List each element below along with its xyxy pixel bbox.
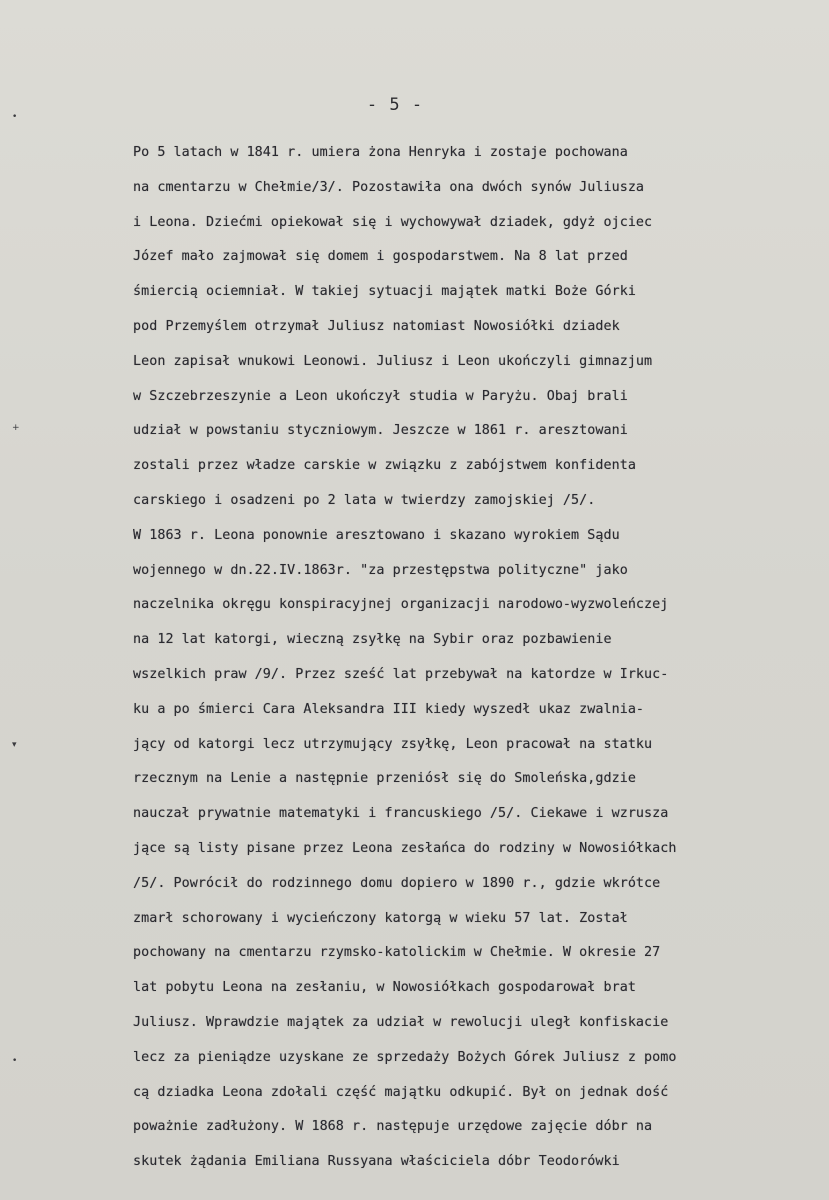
text-line: w Szczebrzeszynie a Leon ukończył studia w Paryżu. Obaj brali [133,388,628,404]
text-line: zmarł schorowany i wycieńczony katorgą w wieku 57 lat. Został [133,910,628,926]
text-line: Po 5 latach w 1841 r. umiera żona Henryka i zostaje pochowana [133,145,628,160]
text-line: i Leona. Dziećmi opiekował się i wychowywał dziadek, gdyż ojciec [133,214,653,230]
text-line: Józef mało zajmował się domem i gospodarstwem. Na 8 lat przed [133,249,628,265]
margin-mark: + [12,423,20,433]
margin-mark: • [12,112,18,122]
text-line: lat pobytu Leona na zesłaniu, w Nowosiółkach gospodarował brat [133,980,636,996]
text-line: nauczał prywatnie matematyki i francuskiego /5/. Ciekawe i wzrusza [133,806,669,822]
text-line: carskiego i osadzeni po 2 lata w twierdzy zamojskiej /5/. [133,492,596,508]
text-line: śmiercią ociemniał. W takiej sytuacji majątek matki Boże Górki [133,284,636,300]
text-line: ku a po śmierci Cara Aleksandra III kiedy wyszedł ukaz zwalnia- [133,701,645,717]
text-line: W 1863 r. Leona ponownie aresztowano i skazano wyrokiem Sądu [133,527,620,543]
page-number: - 5 - [366,95,424,115]
text-line: wojennego w dn.22.IV.1863r. "za przestępstwa polityczne" jako [133,562,628,578]
text-line: cą dziadka Leona zdołali część majątku odkupić. Był on jednak dość [133,1084,669,1100]
text-line: lecz za pieniądze uzyskane ze sprzedaży Bożych Górek Juliusz z pomo [133,1049,677,1065]
body-text [133,136,823,1180]
text-line: pod Przemyślem otrzymał Juliusz natomiast Nowosiółki dziadek [133,318,620,334]
text-line: skutek żądania Emiliana Russyana właściciela dóbr Teodorówki [133,1154,620,1170]
text-line: na 12 lat katorgi, wieczną zsyłkę na Sybir oraz pozbawienie [133,632,612,648]
text-line: udział w powstaniu styczniowym. Jeszcze w 1861 r. aresztowani [133,423,628,439]
text-line: naczelnika okręgu konspiracyjnej organizacji narodowo-wyzwoleńczej [133,597,669,613]
text-line: na cmentarzu w Chełmie/3/. Pozostawiła ona dwóch synów Juliusza [133,179,645,195]
text-line: Juliusz. Wprawdzie majątek za udział w rewolucji uległ konfiskacie [133,1014,669,1030]
text-line: rzecznym na Lenie a następnie przeniósł się do Smoleńska,gdzie [133,771,636,787]
text-line: Leon zapisał wnukowi Leonowi. Juliusz i Leon ukończyli gimnazjum [133,353,653,369]
text-line: /5/. Powrócił do rodzinnego domu dopiero w 1890 r., gdzie wkrótce [133,875,661,891]
text-line: pochowany na cmentarzu rzymsko-katolickim w Chełmie. W okresie 27 [133,945,661,961]
text-line: wszelkich praw /9/. Przez sześć lat przebywał na katordze w Irkuc- [133,666,669,682]
margin-mark: ▾ [12,740,17,750]
text-line: zostali przez władze carskie w związku z zabójstwem konfidenta [133,458,636,474]
text-line: poważnie zadłużony. W 1868 r. następuje urzędowe zajęcie dóbr na [133,1119,653,1135]
margin-mark: • [12,1056,18,1066]
text-line: jące są listy pisane przez Leona zesłańca do rodziny w Nowosiółkach [133,840,677,856]
text-line: jący od katorgi lecz utrzymujący zsyłkę, Leon pracował na statku [133,736,653,752]
